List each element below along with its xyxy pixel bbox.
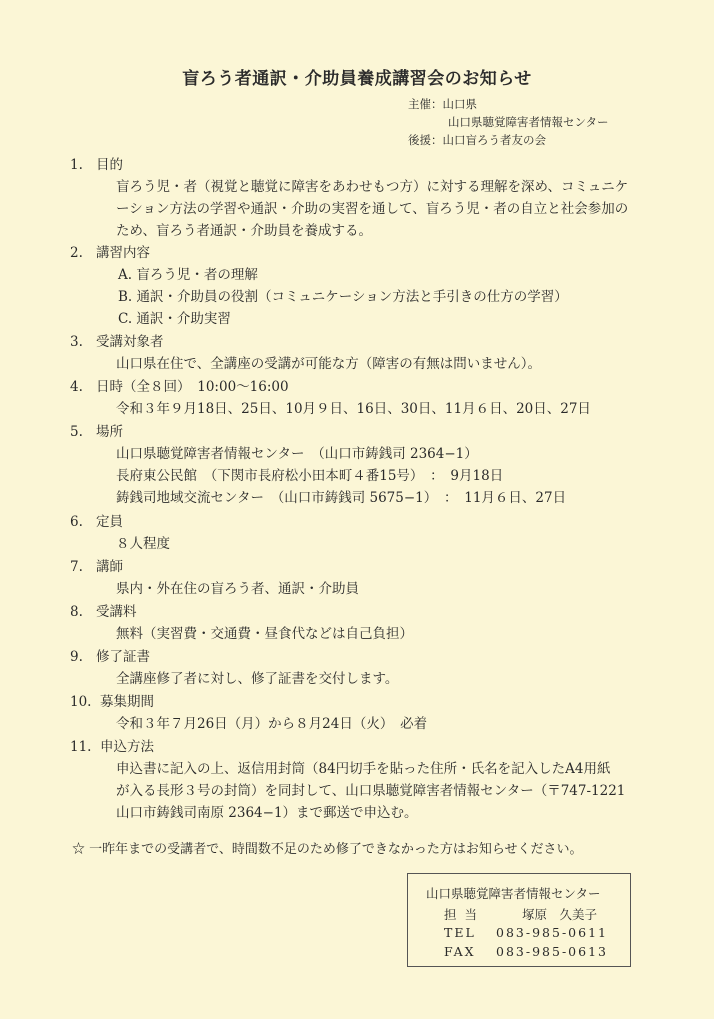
contact-staff-label: 担当 xyxy=(444,907,486,922)
section-heading-10: 10. 募集期間 xyxy=(70,694,154,710)
section-heading-5: 5. 場所 xyxy=(70,424,123,440)
section-heading-2: 2. 講習内容 xyxy=(70,245,150,261)
page-title: 盲ろう者通訳・介助員養成講習会のお知らせ xyxy=(182,69,532,89)
section-11-line: 申込書に記入の上、返信用封筒（84円切手を貼った住所・氏名を記入したA4用紙 xyxy=(116,761,611,777)
section-heading-7: 7. 講師 xyxy=(70,559,123,575)
section-1-line: ーション方法の学習や通訳・介助の実習を通して、盲ろう児・者の自立と社会参加の xyxy=(116,201,629,217)
contact-tel-label: TEL xyxy=(444,925,476,940)
section-3-line: 山口県在住で、全講座の受講が可能な方（障害の有無は問いません）。 xyxy=(116,356,541,372)
section-11-line: が入る長形３号の封筒）を同封して、山口県聴覚障害者情報センター（〒747-1221 xyxy=(116,783,626,799)
section-8-line: 無料（実習費・交通費・昼食代などは自己負担） xyxy=(116,626,413,642)
contact-tel: 083-985-0611 xyxy=(496,925,608,940)
section-1-line: 盲ろう児・者（視覚と聴覚に障害をあわせもつ方）に対する理解を深め、コミュニケ xyxy=(116,179,629,195)
section-1-line: ため、盲ろう者通訳・介助員を養成する。 xyxy=(116,223,372,239)
section-9-line: 全講座修了者に対し、修了証書を交付します。 xyxy=(116,671,399,687)
notice-previous-attendees: ☆ 一昨年までの受講者で、時間数不足のため修了できなかった方はお知らせください。 xyxy=(72,842,583,857)
contact-staff-name: 塚原 久美子 xyxy=(522,907,598,922)
section-5-line: 鋳銭司地域交流センター （山口市鋳銭司 5675−1） ： 11月６日、27日 xyxy=(116,490,567,506)
supporter: 後援：山口盲ろう者友の会 xyxy=(408,133,546,147)
section-4-line: 令和３年９月18日、25日、10月９日、16日、30日、11月６日、20日、27日 xyxy=(116,401,591,417)
section-heading-4: 4. 日時（全８回） 10:00〜16:00 xyxy=(70,379,289,395)
section-heading-9: 9. 修了証書 xyxy=(70,649,150,665)
contact-org: 山口県聴覚障害者情報センター xyxy=(426,886,601,901)
section-2-line: C. 通訳・介助実習 xyxy=(118,311,231,327)
section-heading-8: 8. 受講料 xyxy=(70,604,137,620)
section-7-line: 県内・外在住の盲ろう者、通訳・介助員 xyxy=(116,581,359,597)
contact-box xyxy=(407,873,631,967)
section-5-line: 山口県聴覚障害者情報センター （山口市鋳銭司 2364−1） xyxy=(116,446,478,462)
host-organizer-sub: 山口県聴覚障害者情報センター xyxy=(448,115,609,129)
section-heading-11: 11. 申込方法 xyxy=(70,739,154,755)
section-2-line: B. 通訳・介助員の役割（コミュニケーション方法と手引きの仕方の学習） xyxy=(118,289,568,305)
section-6-line: ８人程度 xyxy=(116,536,170,552)
section-heading-6: 6. 定員 xyxy=(70,514,123,530)
section-5-line: 長府東公民館 （下関市長府松小田本町４番15号） ： 9月18日 xyxy=(116,468,504,484)
contact-fax: 083-985-0613 xyxy=(496,944,608,959)
section-10-line: 令和３年７月26日（月）から８月24日（火） 必着 xyxy=(116,716,428,732)
host-organizer: 主催：山口県 xyxy=(408,97,477,111)
section-2-line: A. 盲ろう児・者の理解 xyxy=(118,267,258,283)
contact-fax-label: FAX xyxy=(444,944,476,959)
section-heading-1: 1. 目的 xyxy=(70,157,123,173)
section-heading-3: 3. 受講対象者 xyxy=(70,334,164,350)
section-11-line: 山口市鋳銭司南原 2364−1）まで郵送で申込む。 xyxy=(116,805,418,821)
